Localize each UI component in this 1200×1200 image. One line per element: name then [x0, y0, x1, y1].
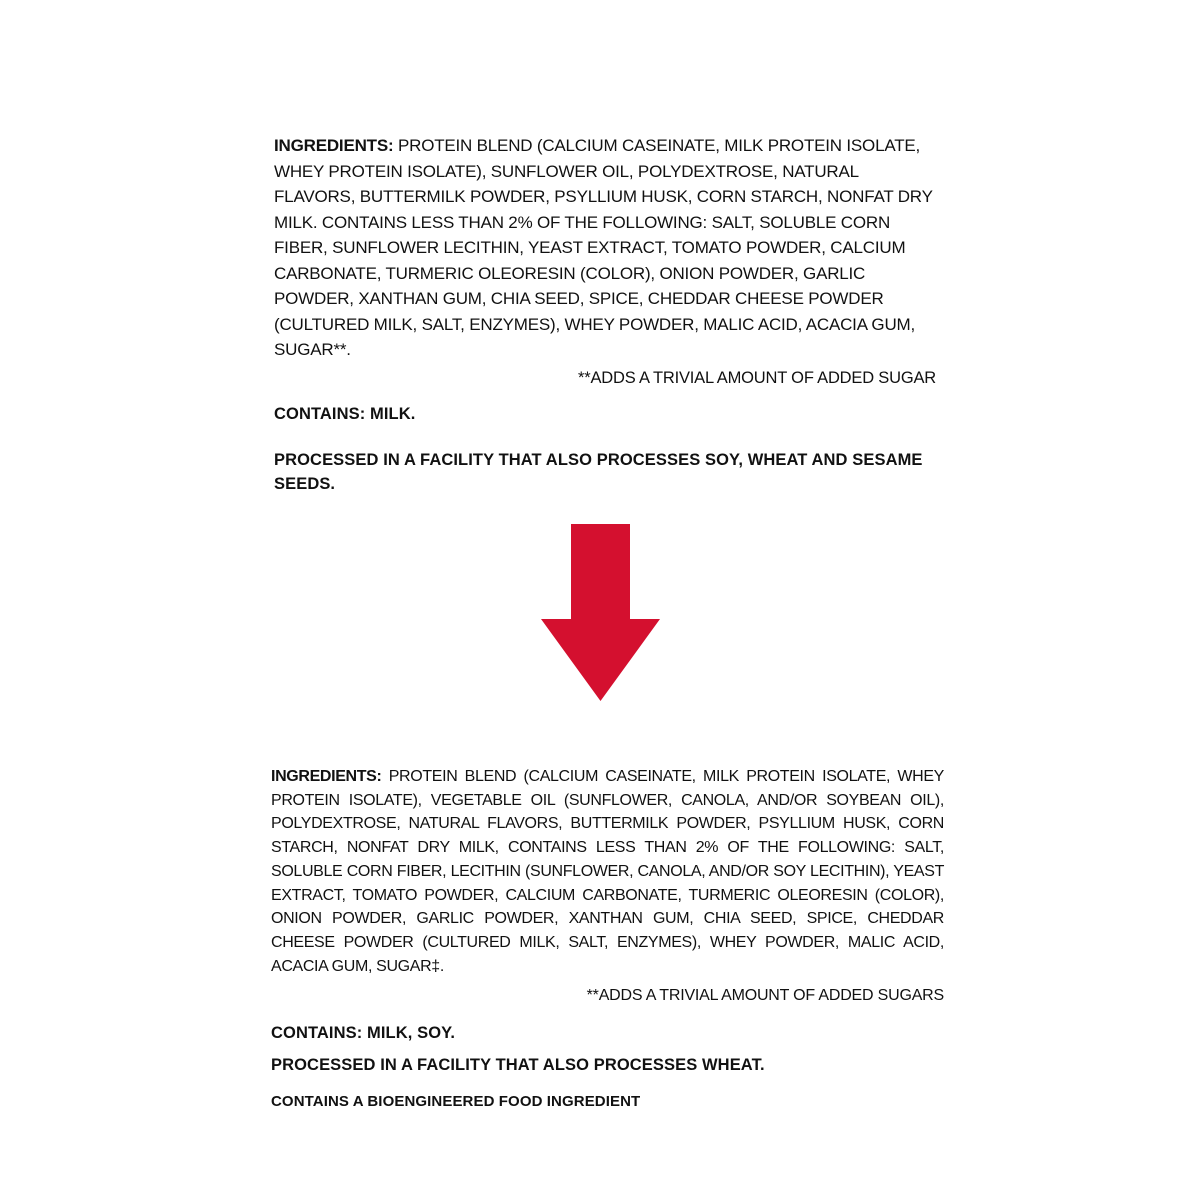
original-ingredients-label: INGREDIENTS: [274, 136, 394, 155]
original-facility-statement: PROCESSED IN A FACILITY THAT ALSO PROCESSES SOY, WHEAT AND SESAME SEEDS. [274, 450, 923, 493]
updated-ingredients-label: INGREDIENTS: [271, 768, 382, 785]
original-sugar-footnote: **ADDS A TRIVIAL AMOUNT OF ADDED SUGAR [578, 368, 936, 387]
updated-ingredients-paragraph [271, 765, 944, 978]
updated-contains-statement: CONTAINS: MILK, SOY. [271, 1024, 456, 1043]
original-contains-statement: CONTAINS: MILK. [274, 404, 416, 423]
updated-sugar-footnote: **ADDS A TRIVIAL AMOUNT OF ADDED SUGARS [586, 987, 944, 1005]
original-ingredients-text: PROTEIN BLEND (CALCIUM CASEINATE, MILK PROTEIN ISOLATE, WHEY PROTEIN ISOLATE), SUNFLOWER OIL, POLYDEXTROSE, NATURAL FLAVORS, BUTTERMILK POWDER, PSYLLIUM HUSK, CORN STARCH, NONFAT DRY MILK. CONTAINS LESS THAN 2% OF THE FOLLOWING: SALT, SOLUBLE CORN FIBER, SUNFLOWER LECITHIN, YEAST EXTRACT, TOMATO POWDER, CALCIUM CARBONATE, TURMERIC OLEORESIN (COLOR), ONION POWDER, GARLIC POWDER, XANTHAN GUM, CHIA SEED, SPICE, CHEDDAR CHEESE POWDER (CULTURED MILK, SALT, ENZYMES), WHEY POWDER, MALIC ACID, ACACIA GUM, SUGAR**. [274, 136, 933, 359]
updated-facility-statement: PROCESSED IN A FACILITY THAT ALSO PROCESSES WHEAT. [271, 1056, 765, 1075]
updated-ingredients-text: PROTEIN BLEND (CALCIUM CASEINATE, MILK PROTEIN ISOLATE, WHEY PROTEIN ISOLATE), VEGETABLE OIL (SUNFLOWER, CANOLA, AND/OR SOYBEAN OIL), POLYDEXTROSE, NATURAL FLAVORS, BUTTERMILK POWDER, PSYLLIUM HUSK, CORN STARCH, NONFAT DRY MILK, CONTAINS LESS THAN 2% OF THE FOLLOWING: SALT, SOLUBLE CORN FIBER, LECITHIN (SUNFLOWER, CANOLA, AND/OR SOY LECITHIN), YEAST EXTRACT, TOMATO POWDER, CALCIUM CARBONATE, TURMERIC OLEORESIN (COLOR), ONION POWDER, GARLIC POWDER, XANTHAN GUM, CHIA SEED, SPICE, CHEDDAR CHEESE POWDER (CULTURED MILK, SALT, ENZYMES), WHEY POWDER, MALIC ACID, ACACIA GUM, SUGAR‡. [271, 768, 944, 975]
original-ingredients-panel [274, 133, 942, 496]
down-arrow-icon [541, 524, 660, 701]
original-ingredients-paragraph [274, 133, 942, 363]
bioengineered-statement: CONTAINS A BIOENGINEERED FOOD INGREDIENT [271, 1093, 641, 1111]
down-arrow-shape [541, 524, 660, 701]
updated-ingredients-panel [271, 765, 944, 1114]
